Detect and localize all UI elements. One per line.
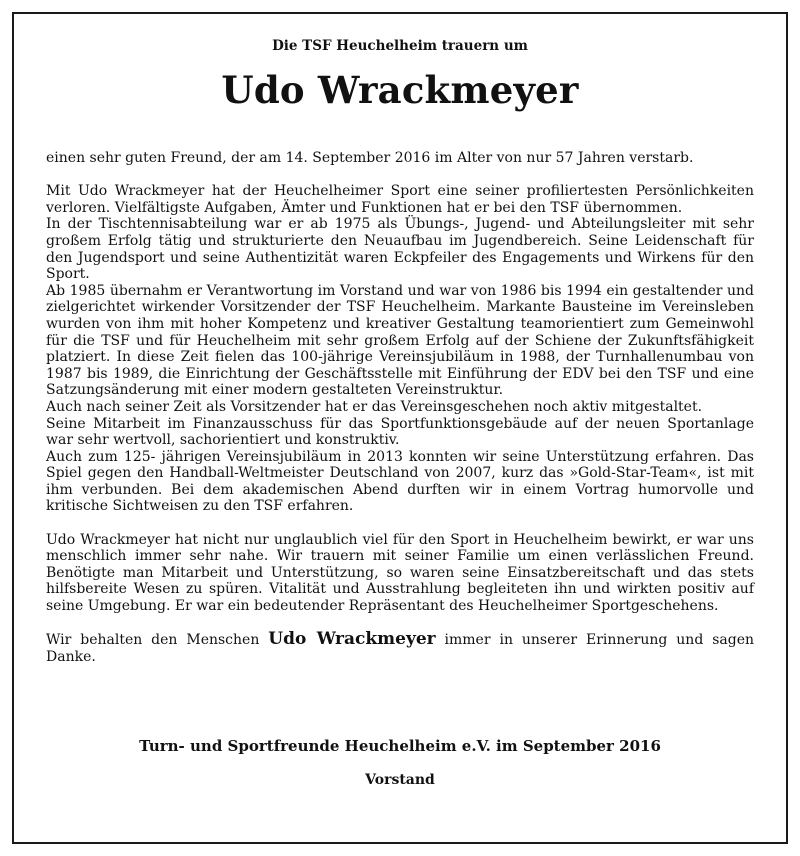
paragraph: Mit Udo Wrackmeyer hat der Heuchelheimer Sport eine seiner profiliertesten Persönlichkeiten verloren. Vielfältigste Aufgaben, Ämter und Funktionen hat er bei den TSF übernommen. [46,183,754,216]
remembrance-line [46,631,754,665]
closing-paragraph: Udo Wrackmeyer hat nicht nur unglaublich viel für den Sport in Heuchelheim bewirkt, er war uns menschlich immer sehr nahe. Wir trauern mit seiner Familie um einen verlässlichen Freund. Benötigte man Mitarbeit und Unterstützung, so waren seine Einsatzbereitschaft und das stets hilfsbereite Wesen zu spüren. Vitalität und Ausstrahlung begleiteten ihn und wirkten positiv auf seine Umgebung. Er war ein bedeutender Repräsentant des Heuchelheimer Sportgeschehens. [46,531,754,615]
paragraph: Seine Mitarbeit im Finanzausschuss für das Sportfunktionsgebäude auf der neuen Sportanlage war sehr wertvoll, sachorientiert und konstruktiv. [46,415,754,449]
notice-header: Die TSF Heuchelheim trauern um [272,38,528,54]
paragraph: Auch nach seiner Zeit als Vorsitzender hat er das Vereinsgeschehen noch aktiv mitgestaltet. [46,398,703,415]
remembrance-name: Udo Wrackmeyer [268,629,436,650]
intro-line: einen sehr guten Freund, der am 14. September 2016 im Alter von nur 57 Jahren verstarb. [46,150,694,166]
paragraph: In der Tischtennisabteilung war er ab 1975 als Übungs-, Jugend- und Abteilungsleiter mit sehr großem Erfolg tätig und strukturierte den Neuaufbau im Jugendbereich. Seine Leidenschaft für den Jugendsport und seine Authentizität waren Eckpfeiler des Engagements und Wirkens für den Sport. [46,216,754,283]
paragraph: Ab 1985 übernahm er Verantwortung im Vorstand und war von 1986 bis 1994 ein gestaltender und zielgerichtet wirkender Vorsitzender der TSF Heuchelheim. Markante Bausteine im Vereinsleben wurden von ihm mit hoher Kompetenz und kreativer Gestaltung teamorientiert zum Gemeinwohl für die TSF und für Heuchelheim mit sehr großem Erfolg auf der Schiene der Zukunftsfähigkeit platziert. In diese Zeit fielen das 100-jährige Vereinsjubiläum in 1988, der Turnhallenumbau von 1987 bis 1989, die Einrichtung der Geschäftsstelle mit Einführung der EDV bei den TSF und eine Satzungsänderung mit einer modern gestalteten Vereinstruktur. [46,282,754,399]
notice-body [46,150,754,665]
deceased-name: Udo Wrackmeyer [221,68,579,112]
paragraph: Auch zum 125- jährigen Vereinsjubiläum in 2013 konnten wir seine Unterstützung erfahren. Das Spiel gegen den Handball-Weltmeister Deutschland von 2007, kurz das »Gold-Star-Team«, ist mit ihm verbunden. Bei dem akademischen Abend durften wir in einem Vortrag humorvolle und kritische Sichtweisen zu den TSF erfahren. [46,448,754,515]
remembrance-text-after: immer in unserer Erinnerung und sagen Danke. [46,632,755,665]
signature: Vorstand [365,772,435,788]
remembrance-text-before: Wir behalten den Menschen [46,632,269,649]
organization-line: Turn- und Sportfreunde Heuchelheim e.V. im September 2016 [139,737,661,755]
